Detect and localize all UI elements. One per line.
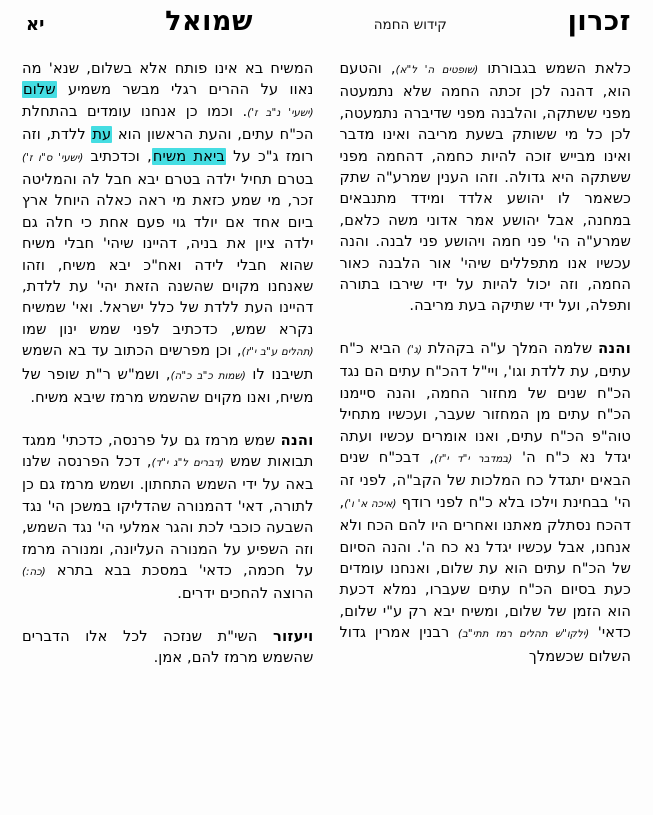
paragraph-spacer [340,317,632,338]
paragraph [22,430,314,605]
body-text-run: , דהכח נסתלק מאתנו ואחרים היו להם הכח ולא אנחנו, אבל עכשיו יגדל נא כח ה'. והנה הסיום של הכ"ח עתים הוא עת שלום, ואנחנו עומדים כעת בסיום הכ"ח עתים שעברו, נמלא דכעת הוא הזמן של שלום, ומשיח יבא רק ע"י שלום, כדאי' [339,493,631,642]
paragraph [22,58,314,409]
text-column-right [327,58,640,809]
source-citation: (כה:) [22,565,46,578]
body-text-run: . וכמו כן אנחנו עומדים בהתחלת הכ"ח עתים, והעת הראשון הוא [22,102,314,144]
header-folio-number: יא [26,14,45,35]
paragraph-opening-word: ויעזור [273,627,314,645]
highlighted-phrase: שלום [23,81,56,99]
body-text-run: רבנין אמרין גדול השלום שכשמלך [339,624,631,665]
header-section-title: קידוש החמה [373,17,447,33]
source-citation: (דברים ל"ג י"ד) [151,456,224,469]
body-text-run: הרוצה להחכים ידרים. [177,585,314,603]
source-citation: (במדבר י"ד י"ז) [434,452,513,465]
body-text-run: המשיח בא אינו פותח אלא בשלום, שנא' מה נאוו על ההרים רגלי מבשר משמיע [22,60,314,99]
text-column-left [14,58,327,809]
source-citation: (ילקו"ש תהלים רמז תתי"ב) [457,628,590,641]
body-text-run: בטרם תחיל ילדה בטרם יבא חבל לה והמליטה זכר, מי שמע כזאת מי ראה כאלה היוחל ארץ ביום אחד אם יולד גוי פעם אחת כי חלה גם ילדה ציון את בניה, דהיינו שיהי' חבלי משיח שהוא חבלי לידה ואח"כ יבא משיח, וזהו שאנחנו מקוים שהשנה הזאת יהי' עת ללדת, דהיינו העת ללדת של כלל ישראל. ואי' שמשיח נקרא שמש, כדכתיב לפני שמש ינון שמו [22,171,314,338]
paragraph [340,58,632,317]
body-text-run: השי"ת שנזכה לכל אלו הדברים שהשמש מרמז להם, אמן. [22,627,314,667]
paragraph-spacer [22,409,314,430]
paragraph [340,338,632,667]
body-text-run: , וכן מפרשים הכתוב עד בא השמש תשיבנו לו [22,342,314,383]
body-text-run: שמש מרמז גם על פרנסה, כדכתי' ממגד תבואות שמש [22,431,314,470]
body-text-run: הביא כ"ח עתים, עת ללדת וגו', ויי"ל דהכ"ח עתים הם נגד הכ"ח שנים של מחזור החמה, והנה סיימנו הכ"ח עתים מן המחזור שעבר, ועכשיו מתחיל טוה"פ הכ"ח עתים, ואנו אומרים עכשיו ועתה יגדל נא כ"ח ה' [339,339,631,466]
paragraph [22,626,314,669]
body-text-run: , והטעם הוא, דהנה לכן זכתה החמה שלא נתמעטה מפני ששתקה, והלבנה מפני שדיברה נתמעטה, לכן כל מי ששותק בשעת מריבה ואינו מדבר ואינו מבייש זוכה להיות כחמה, דהחמה מפני ששתקה היא גדולה. וזהו הענין שמרע"ה שתק כשאמר לו יהושע אלדד ומידד מתנבאים במחנה, אבל יהושע אמר אדוני משה כלאם, שמרע"ה הי' פני חמה ויהושע פני לבנה. והנה עכשיו אנו מתפללים שיהי' אור הלבנה כאור החמה, וזה יכול להיות על ידי שירבו בתורה ותפלה, ועל ידי שתיקה בעת מריבה. [339,60,631,315]
body-text-run: , דבכ"ח שנים הבאים יתגדל כח המלכות של הקב"ה, לפני זה הי' בבחינת וילכו בלא כ"ח לפני רודף [339,448,631,511]
body-text-run: , דכל הפרנסה שלנו באה על ידי השמש התחתון. ושמש מרמז גם כן לתורה, דאי' דהמנורה שהדליקו במשכן הי' נגד השבעה כוכבי לכת והגר אמלעי הי' נגד השמש, וזה השפיע על המנורה העליונה, ומנורה מרמז על חכמה, כדאי' במסכת בבא בתרא [22,452,314,579]
body-text-run: , ושמ"ש ר"ת שופר של משיח, ואנו מקוים שהשמש מרמז שיבא משיח. [22,365,314,407]
source-citation: (שופטים ה' ל"א) [395,64,479,76]
paragraph-spacer [22,605,314,626]
source-citation: (ג') [406,343,422,356]
source-citation: (ישעי' נ"ב ז') [247,106,314,119]
body-text-run: , וכדכתיב [83,147,152,165]
header-tractate-title: שמואל [165,6,253,37]
paragraph-opening-word: והנה [280,431,314,449]
body-text-run: שלמה המלך ע"ה בקהלת [421,339,599,357]
highlighted-phrase: עת [92,126,112,144]
source-citation: (תהלים ע"ב י"ז) [241,346,314,359]
source-citation: (ישעי' ס"ו ז') [22,151,84,164]
paragraph-opening-word: והנה [598,339,631,357]
source-citation: (שמות כ"ב כ"ה) [170,369,246,382]
page-header [0,8,653,48]
body-text-run: ללדת, וזה רומז ג"כ על [22,126,314,165]
body-columns [0,58,653,809]
body-text-run: כלאת השמש בגבורתו [478,60,631,77]
source-citation: (איכה א' ו') [344,497,397,510]
header-book-title: זכרון [567,6,631,37]
highlighted-phrase: ביאת משיח [152,147,225,165]
